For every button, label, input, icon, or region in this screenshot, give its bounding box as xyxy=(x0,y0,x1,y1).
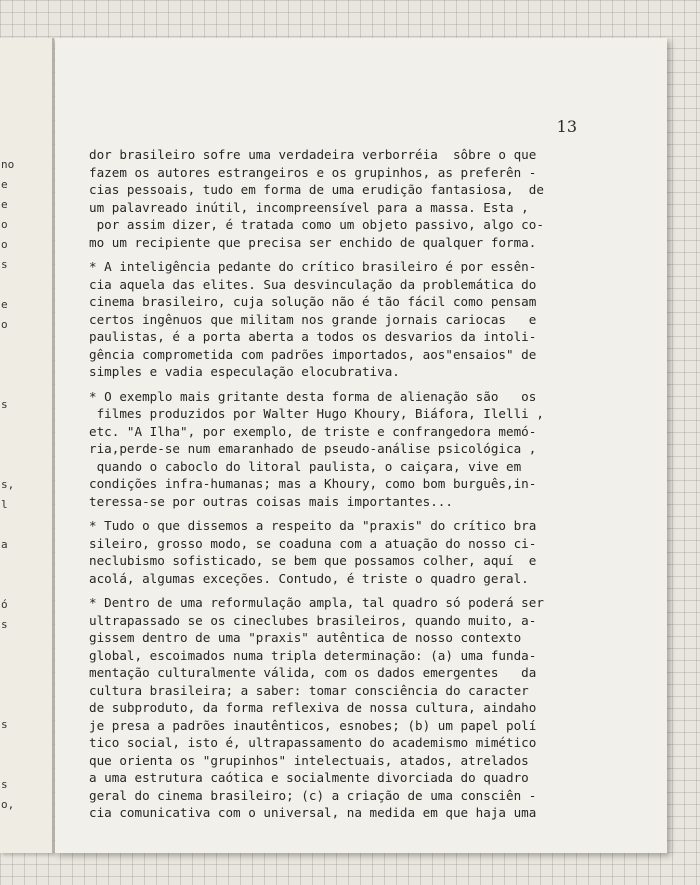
text-line: je presa a padrões inautênticos, esnobes; (b) um papel polí xyxy=(89,717,537,733)
text-line: mentação culturalmente válida, com os dados emergentes da xyxy=(89,665,537,680)
paragraph xyxy=(89,146,587,251)
paragraph xyxy=(89,517,587,587)
margin-fragment: e xyxy=(1,298,8,311)
text-line: neclubismo sofisticado, se bem que possamos colher, aquí e xyxy=(89,553,537,568)
margin-fragment: no xyxy=(1,158,15,171)
text-line: paulistas, é a porta aberta a todos os desvarios da intoli- xyxy=(89,329,537,344)
text-line: global, escoimados numa tripla determinação: (a) uma funda- xyxy=(89,647,537,663)
text-line: cia comunicativa com o universal, na medida em que haja uma xyxy=(89,805,537,820)
text-line: que orienta os "grupinhos" intelectuais, atados, atrelados xyxy=(89,752,529,768)
text-line: filmes produzidos por Walter Hugo Khoury, Biáfora, Ilelli , xyxy=(89,406,544,421)
text-line: condições infra-humanas; mas a Khoury, como bom burguês,in- xyxy=(89,476,537,491)
text-line: simples e vadia especulação elocubrativa. xyxy=(89,364,400,379)
margin-fragment: ó xyxy=(1,598,8,611)
text-line: * O exemplo mais gritante desta forma de alienação são os xyxy=(89,388,537,404)
text-line: cinema brasileiro, cuja solução não é tão fácil como pensam xyxy=(89,294,537,309)
text-line: fazem os autores estrangeiros e os grupinhos, as preferên - xyxy=(89,164,537,180)
text-line: um palavreado inútil, incompreensível para a massa. Esta , xyxy=(89,199,529,215)
body-text xyxy=(89,146,587,829)
text-line: de subproduto, da forma reflexiva de nossa cultura, aindaho xyxy=(89,700,537,715)
text-line: acolá, algumas exceções. Contudo, é triste o quadro geral. xyxy=(89,570,529,586)
text-line: mo um recipiente que precisa ser enchido de qualquer forma. xyxy=(89,234,537,250)
text-line: cia aquela das elites. Sua desvinculação da problemática do xyxy=(89,276,537,292)
margin-fragment: e xyxy=(1,178,8,191)
margin-fragment: o xyxy=(1,218,8,231)
text-line: * Tudo o que dissemos a respeito da "praxis" do crítico bra xyxy=(89,518,537,533)
text-line: quando o caboclo do litoral paulista, o caiçara, vive em xyxy=(89,458,522,474)
margin-fragment: s xyxy=(1,778,8,791)
text-line: tico social, isto é, ultrapassamento do academismo mimético xyxy=(89,735,537,750)
text-line: geral do cinema brasileiro; (c) a criação de uma consciên - xyxy=(89,787,537,803)
text-line: etc. "A Ilha", por exemplo, de triste e confrangedora memó- xyxy=(89,423,537,439)
paragraph xyxy=(89,594,587,822)
text-line: a uma estrutura caótica e socialmente divorciada do quadro xyxy=(89,770,529,785)
text-line: dor brasileiro sofre uma verdadeira verborréia sôbre o que xyxy=(89,147,537,162)
paragraph xyxy=(89,388,587,511)
previous-page-edge xyxy=(0,38,54,853)
text-line: gência comprometida com padrões importados, aos"ensaios" de xyxy=(89,346,537,362)
margin-fragment: o xyxy=(1,238,8,251)
margin-fragment: s xyxy=(1,718,8,731)
margin-fragment: o, xyxy=(1,798,15,811)
margin-fragment: a xyxy=(1,538,8,551)
margin-fragment: o xyxy=(1,318,8,331)
text-line: cias pessoais, tudo em forma de uma erudição fantasiosa, de xyxy=(89,182,544,197)
text-line: certos ingênuos que militam nos grande jornais cariocas e xyxy=(89,311,537,327)
margin-fragment: s xyxy=(1,618,8,631)
margin-fragment: s, xyxy=(1,478,15,491)
text-line: cultura brasileira; a saber: tomar consciência do caracter xyxy=(89,682,529,698)
text-line: sileiro, grosso modo, se coaduna com a atuação do nosso ci- xyxy=(89,535,537,551)
text-line: * Dentro de uma reformulação ampla, tal quadro só poderá ser xyxy=(89,595,544,610)
page-number: 13 xyxy=(556,117,577,136)
margin-fragment: l xyxy=(1,498,8,511)
text-line: gissem dentro de uma "praxis" autêntica de nosso contexto xyxy=(89,630,522,645)
text-line: teressa-se por outras coisas mais importantes... xyxy=(89,493,453,509)
text-line: * A inteligência pedante do crítico brasileiro é por essên- xyxy=(89,259,537,274)
document-page xyxy=(55,38,667,853)
margin-fragment: s xyxy=(1,398,8,411)
paragraph xyxy=(89,258,587,381)
margin-fragment: e xyxy=(1,198,8,211)
text-line: por assim dizer, é tratada como um objeto passivo, algo co- xyxy=(89,217,544,232)
text-line: ria,perde-se num emaranhado de pseudo-análise psicológica , xyxy=(89,441,537,456)
text-line: ultrapassado se os cineclubes brasileiros, quando muito, a- xyxy=(89,612,537,628)
margin-fragment: s xyxy=(1,258,8,271)
